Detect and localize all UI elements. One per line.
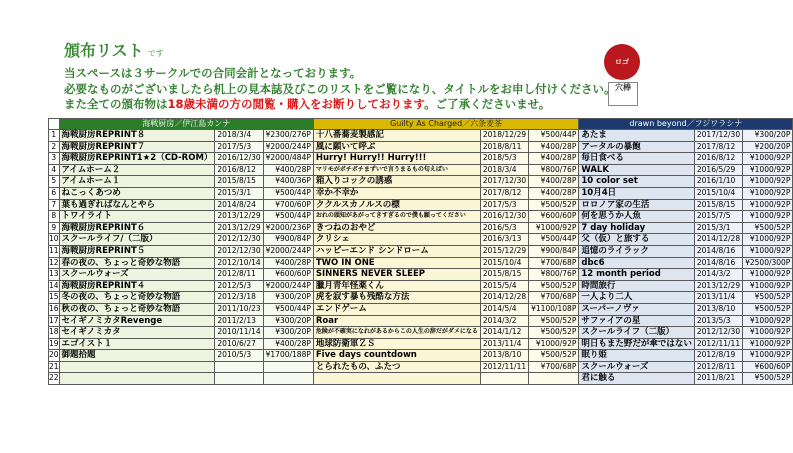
date-cell: 2015/8/15 — [694, 199, 742, 211]
date-cell: 2017/12/30 — [694, 130, 742, 142]
title-cell: 毎日食べる — [579, 153, 695, 165]
title-cell: Five days countdown — [313, 350, 480, 362]
row-number: 9 — [49, 222, 60, 234]
date-cell: 2013/11/4 — [694, 292, 742, 304]
price-cell: ¥500/44P — [263, 211, 313, 223]
date-cell: 2010/5/3 — [215, 350, 263, 362]
date-cell: 2012/8/19 — [694, 350, 742, 362]
title-cell: おれの頭知があがってきすぎるので僕も願ってください — [313, 211, 480, 223]
circle-header-3: drawn beyond／フジワラシナ — [579, 119, 793, 130]
date-cell: 2018/5/3 — [480, 153, 528, 165]
date-cell: 2015/3/1 — [694, 222, 742, 234]
price-cell — [263, 373, 313, 385]
date-cell — [480, 373, 528, 385]
title-cell: 海戦厨房REPRINT1★2（CD-ROM） — [59, 153, 215, 165]
date-cell: 2014/8/24 — [215, 199, 263, 211]
title-cell: エゴイスト１ — [59, 338, 215, 350]
price-cell: ¥1000/92P — [743, 338, 793, 350]
title-cell — [59, 361, 215, 373]
date-cell: 2015/8/15 — [480, 269, 528, 281]
row-number: 18 — [49, 327, 60, 339]
date-cell: 2017/8/12 — [694, 141, 742, 153]
price-cell: ¥1000/92P — [743, 187, 793, 199]
date-cell: 2010/6/27 — [215, 338, 263, 350]
row-number: 6 — [49, 187, 60, 199]
title-cell: ねこっくあつめ — [59, 187, 215, 199]
circle-header-row — [49, 119, 793, 130]
table-row — [49, 187, 793, 199]
date-cell: 2016/5/29 — [694, 164, 742, 176]
price-cell: ¥500/52P — [529, 315, 579, 327]
price-cell: ¥500/52P — [743, 222, 793, 234]
date-cell: 2015/8/15 — [215, 176, 263, 188]
price-cell: ¥300/20P — [263, 292, 313, 304]
title-cell: 海戦厨房REPRINT７ — [59, 141, 215, 153]
date-cell: 2014/12/28 — [480, 292, 528, 304]
date-cell: 2014/8/16 — [694, 257, 742, 269]
date-cell: 2012/3/18 — [215, 292, 263, 304]
title-cell: 春の夜の、ちょっと奇妙な物語 — [59, 257, 215, 269]
title-cell: マリモがボチボチまずいで言うまるもの匂えばい — [313, 164, 480, 176]
date-cell: 2017/8/12 — [480, 187, 528, 199]
title-cell: 臘月青年怪薬くん — [313, 280, 480, 292]
title-cell: 12 month period — [579, 269, 695, 281]
date-cell: 2018/3/4 — [215, 130, 263, 142]
title-cell: 虎を寂す暴も残酷な方法 — [313, 292, 480, 304]
row-number: 16 — [49, 303, 60, 315]
table-row — [49, 130, 793, 142]
price-cell: ¥300/20P — [743, 130, 793, 142]
date-cell: 2015/7/5 — [694, 211, 742, 223]
title-cell: 地球防衛軍ＺＳ — [313, 338, 480, 350]
price-cell: ¥900/84P — [263, 234, 313, 246]
title-cell: 父（仮）と旅する — [579, 234, 695, 246]
date-cell: 2017/5/3 — [215, 141, 263, 153]
title-cell: サファイアの星 — [579, 315, 695, 327]
row-number: 14 — [49, 280, 60, 292]
table-row — [49, 176, 793, 188]
price-cell: ¥1000/92P — [743, 269, 793, 281]
title-cell: 君に触る — [579, 373, 695, 385]
price-cell: ¥500/52P — [743, 373, 793, 385]
price-cell: ¥300/20P — [263, 327, 313, 339]
title-cell: ククルスカノルスの標 — [313, 199, 480, 211]
date-cell: 2015/10/4 — [694, 187, 742, 199]
date-cell: 2016/12/30 — [215, 153, 263, 165]
title-cell: 葉も過ぎればなんとやら — [59, 199, 215, 211]
row-number: 2 — [49, 141, 60, 153]
date-cell: 2013/8/10 — [694, 303, 742, 315]
title-cell: 何を思うか人魚 — [579, 211, 695, 223]
intro-line-1: 当スペースは３サークルでの合同会計となっております。 — [64, 66, 362, 80]
title-cell: 一人より二人 — [579, 292, 695, 304]
price-cell: ¥200/20P — [743, 141, 793, 153]
price-cell: ¥1000/92P — [743, 280, 793, 292]
row-number: 20 — [49, 350, 60, 362]
circle-header-2: Guilty As Charged／六条麦茶 — [313, 119, 578, 130]
date-cell: 2018/12/29 — [480, 130, 528, 142]
table-row — [49, 269, 793, 281]
date-cell: 2014/3/2 — [694, 269, 742, 281]
age-warning: 18歳未満の方の閲覧・購入をお断りしております — [167, 97, 425, 111]
date-cell — [215, 361, 263, 373]
row-number: 12 — [49, 257, 60, 269]
price-cell: ¥400/36P — [263, 176, 313, 188]
price-cell: ¥500/52P — [529, 350, 579, 362]
date-cell: 2012/11/11 — [480, 361, 528, 373]
price-cell: ¥400/28P — [263, 164, 313, 176]
price-cell: ¥1000/92P — [743, 245, 793, 257]
price-cell: ¥800/76P — [529, 164, 579, 176]
price-cell: ¥2500/300P — [743, 257, 793, 269]
title-cell: スクールライフ（二版） — [579, 327, 695, 339]
intro-line-2: 必要なものがございましたら机上の見本誌及びこのリストをご覧になり、タイトルをお申し付けください。 — [64, 81, 616, 96]
date-cell: 2018/8/11 — [480, 141, 528, 153]
date-cell: 2012/12/30 — [215, 245, 263, 257]
date-cell: 2016/1/10 — [694, 176, 742, 188]
price-cell: ¥1700/188P — [263, 350, 313, 362]
blank-header-cell — [49, 119, 60, 130]
title-suffix: です — [147, 49, 164, 58]
price-cell: ¥1000/92P — [743, 350, 793, 362]
date-cell: 2014/12/28 — [694, 234, 742, 246]
title-cell: アータルの暴飽 — [579, 141, 695, 153]
date-cell: 2012/5/3 — [215, 280, 263, 292]
title-cell: 海戦厨房REPRINT８ — [59, 130, 215, 142]
table-row — [49, 222, 793, 234]
date-cell: 2018/3/4 — [480, 164, 528, 176]
date-cell: 2013/12/29 — [215, 222, 263, 234]
price-cell: ¥1000/92P — [529, 222, 579, 234]
title-cell: きつねのおやど — [313, 222, 480, 234]
price-cell: ¥2000/244P — [263, 245, 313, 257]
title-cell: 幸か不幸か — [313, 187, 480, 199]
row-number: 4 — [49, 164, 60, 176]
title-cell: 10月4日 — [579, 187, 695, 199]
date-cell: 2012/10/14 — [215, 257, 263, 269]
date-cell: 2016/8/12 — [215, 164, 263, 176]
date-cell: 2012/12/30 — [694, 327, 742, 339]
row-number: 5 — [49, 176, 60, 188]
row-number: 11 — [49, 245, 60, 257]
row-number: 21 — [49, 361, 60, 373]
title-cell: SINNERS NEVER SLEEP — [313, 269, 480, 281]
date-cell: 2010/11/14 — [215, 327, 263, 339]
table-row — [49, 257, 793, 269]
date-cell: 2013/11/4 — [480, 338, 528, 350]
price-cell: ¥700/68P — [529, 292, 579, 304]
price-cell: ¥600/60P — [743, 361, 793, 373]
circle-logo: ロゴ — [604, 44, 640, 80]
table-row — [49, 292, 793, 304]
title-cell: Hurry! Hurry!! Hurry!!! — [313, 153, 480, 165]
date-cell: 2016/3/13 — [480, 234, 528, 246]
table-row — [49, 153, 793, 165]
date-cell: 2013/12/29 — [215, 211, 263, 223]
row-number: 19 — [49, 338, 60, 350]
date-cell: 2012/8/11 — [694, 361, 742, 373]
date-cell: 2011/2/13 — [215, 315, 263, 327]
table-row — [49, 234, 793, 246]
title-cell: WALK — [579, 164, 695, 176]
title-cell: 10 color set — [579, 176, 695, 188]
title-cell: 時間旅行 — [579, 280, 695, 292]
price-cell — [529, 373, 579, 385]
price-cell: ¥2300/276P — [263, 130, 313, 142]
date-cell: 2013/5/3 — [694, 315, 742, 327]
title-cell: 箱入りコックの誘惑 — [313, 176, 480, 188]
price-cell: ¥500/52P — [743, 303, 793, 315]
price-cell: ¥1000/92P — [743, 211, 793, 223]
title-cell: とられたもの、ふたつ — [313, 361, 480, 373]
price-cell — [263, 361, 313, 373]
title-cell: 眠り姫 — [579, 350, 695, 362]
price-cell: ¥500/44P — [529, 130, 579, 142]
table-row — [49, 199, 793, 211]
title-cell: エンドゲーム — [313, 303, 480, 315]
price-cell: ¥500/44P — [529, 234, 579, 246]
title-cell: ロロノア家の生活 — [579, 199, 695, 211]
price-cell: ¥900/84P — [529, 245, 579, 257]
date-cell: 2012/11/11 — [694, 338, 742, 350]
price-cell: ¥500/52P — [529, 199, 579, 211]
row-number: 17 — [49, 315, 60, 327]
price-cell: ¥500/44P — [263, 187, 313, 199]
row-number: 15 — [49, 292, 60, 304]
title-cell: 秋の夜の、ちょっと奇妙な物語 — [59, 303, 215, 315]
date-cell: 2016/5/3 — [480, 222, 528, 234]
price-cell: ¥500/52P — [529, 327, 579, 339]
date-cell: 2016/12/30 — [480, 211, 528, 223]
table-row — [49, 338, 793, 350]
price-cell: ¥1000/92P — [743, 315, 793, 327]
title-cell: トワイライト — [59, 211, 215, 223]
title-cell: Roar — [313, 315, 480, 327]
title-cell: 十八番蕎麦製感記 — [313, 130, 480, 142]
price-cell: ¥800/76P — [529, 269, 579, 281]
price-cell: ¥1000/92P — [743, 199, 793, 211]
date-cell: 2017/5/3 — [480, 199, 528, 211]
title-cell: 海戦厨房REPRINT４ — [59, 280, 215, 292]
title-cell: スクールウォーズ — [579, 361, 695, 373]
title-cell: TWO IN ONE — [313, 257, 480, 269]
price-cell: ¥700/68P — [529, 361, 579, 373]
price-cell: ¥1000/92P — [743, 327, 793, 339]
intro-text — [64, 66, 616, 113]
price-cell: ¥500/44P — [263, 303, 313, 315]
date-cell: 2015/12/29 — [480, 245, 528, 257]
row-number: 13 — [49, 269, 60, 281]
price-cell: ¥400/28P — [263, 338, 313, 350]
date-cell: 2015/5/4 — [480, 280, 528, 292]
price-cell: ¥2000/484P — [263, 153, 313, 165]
table-row — [49, 327, 793, 339]
row-number: 8 — [49, 211, 60, 223]
circle-header-1: 海戦厨房／伊江島カンナ — [59, 119, 313, 130]
page-title: 頒布リスト です — [64, 41, 164, 60]
price-cell: ¥1000/92P — [529, 338, 579, 350]
date-cell: 2011/10/23 — [215, 303, 263, 315]
title-cell: 7 day holiday — [579, 222, 695, 234]
table-row — [49, 303, 793, 315]
date-cell: 2013/8/10 — [480, 350, 528, 362]
date-cell: 2014/1/12 — [480, 327, 528, 339]
row-number: 1 — [49, 130, 60, 142]
date-cell: 2015/3/1 — [215, 187, 263, 199]
date-cell: 2014/8/16 — [694, 245, 742, 257]
date-cell: 2016/8/12 — [694, 153, 742, 165]
price-cell: ¥1100/108P — [529, 303, 579, 315]
date-cell: 2013/12/29 — [694, 280, 742, 292]
title-cell: 冬の夜の、ちょっと奇妙な物語 — [59, 292, 215, 304]
price-cell: ¥1000/92P — [743, 234, 793, 246]
price-cell: ¥2000/244P — [263, 280, 313, 292]
row-number: 3 — [49, 153, 60, 165]
table-row — [49, 280, 793, 292]
title-cell: セイギノミカタRevenge — [59, 315, 215, 327]
price-cell: ¥1000/92P — [743, 164, 793, 176]
price-cell: ¥400/28P — [529, 176, 579, 188]
title-cell: スクールウォーズ — [59, 269, 215, 281]
price-cell: ¥2000/244P — [263, 141, 313, 153]
title-cell: 追憶のライラック — [579, 245, 695, 257]
price-cell: ¥700/60P — [263, 199, 313, 211]
date-cell: 2012/12/30 — [215, 234, 263, 246]
table-row — [49, 245, 793, 257]
date-cell: 2015/10/4 — [480, 257, 528, 269]
catalog-table — [48, 118, 793, 385]
title-cell: 海戦厨房REPRINT６ — [59, 222, 215, 234]
title-cell: 風に願いて呼ぶ — [313, 141, 480, 153]
price-cell: ¥400/28P — [529, 153, 579, 165]
title-cell: アイムホーム２ — [59, 164, 215, 176]
title-cell: 御題拾題 — [59, 350, 215, 362]
price-cell: ¥300/20P — [263, 315, 313, 327]
title-cell: ハッピーエンド シンドローム — [313, 245, 480, 257]
title-cell — [59, 373, 215, 385]
price-cell: ¥400/28P — [529, 187, 579, 199]
title-cell: アイムホーム１ — [59, 176, 215, 188]
title-cell: スーパーノヴァ — [579, 303, 695, 315]
row-number: 7 — [49, 199, 60, 211]
price-cell: ¥600/60P — [529, 211, 579, 223]
date-cell: 2014/5/4 — [480, 303, 528, 315]
title-cell: 危険が不確実になれがあるからこの人生の辞だがダメになる — [313, 327, 480, 339]
price-cell: ¥700/68P — [529, 257, 579, 269]
date-cell: 2011/8/21 — [694, 373, 742, 385]
title-cell: クリシェ — [313, 234, 480, 246]
table-row — [49, 164, 793, 176]
table-row — [49, 350, 793, 362]
price-cell: ¥500/52P — [529, 280, 579, 292]
price-cell: ¥1000/92P — [743, 176, 793, 188]
row-number: 22 — [49, 373, 60, 385]
title-cell: dbc6 — [579, 257, 695, 269]
table-row — [49, 141, 793, 153]
table-row — [49, 211, 793, 223]
row-number: 10 — [49, 234, 60, 246]
table-row — [49, 373, 793, 385]
date-cell — [215, 373, 263, 385]
title-cell: あたま — [579, 130, 695, 142]
title-cell: セイギノミカタ — [59, 327, 215, 339]
title-cell: スクールライフ/（二版） — [59, 234, 215, 246]
price-cell: ¥400/28P — [263, 257, 313, 269]
table-row — [49, 361, 793, 373]
date-cell: 2012/8/11 — [215, 269, 263, 281]
title-cell: 明日もまた野だが傘ではない — [579, 338, 695, 350]
price-cell: ¥2000/236P — [263, 222, 313, 234]
price-cell: ¥600/60P — [263, 269, 313, 281]
title-cell — [313, 373, 480, 385]
price-cell: ¥1000/92P — [743, 153, 793, 165]
price-cell: ¥400/28P — [529, 141, 579, 153]
price-cell: ¥500/52P — [743, 292, 793, 304]
logo-caption: 穴棒 — [608, 82, 638, 106]
title-cell: 海戦厨房REPRINT５ — [59, 245, 215, 257]
date-cell: 2014/3/2 — [480, 315, 528, 327]
intro-line-3: また全ての頒布物は18歳未満の方の閲覧・購入をお断りしております。ご了承くださいませ。 — [64, 97, 551, 111]
table-row — [49, 315, 793, 327]
date-cell: 2017/12/30 — [480, 176, 528, 188]
